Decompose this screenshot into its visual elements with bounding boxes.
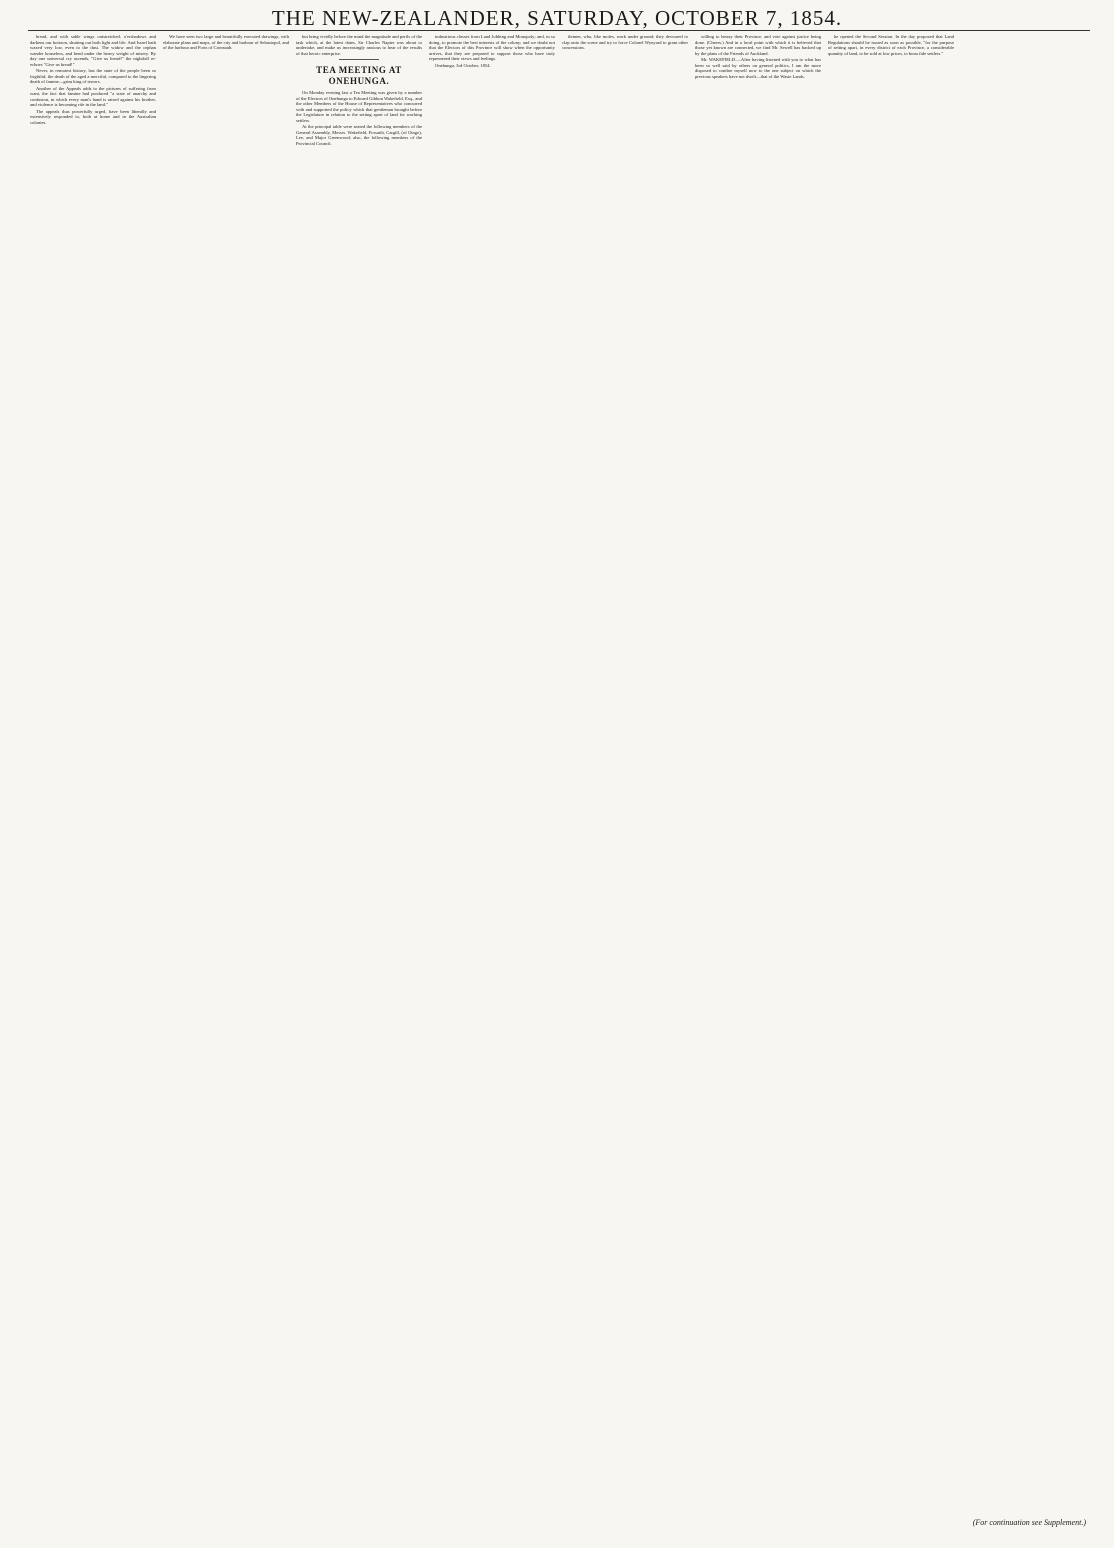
paragraph: We have seen two large and beautifully executed drawings, with elaborate plans and maps, of the city and harbour of Sebastopol, and of the harbour and Forts of Cronstadt. [163,34,289,50]
paragraph: Another of the Appeals adds to the pictures of suffering from want, the fact that famine had produced "a state of anarchy and confusion, in which every man's hand is raised against his brother, and violence is becoming rife in the land." [30,85,156,107]
paragraph: At the principal table were seated the following members of the General Assembly, Messrs. Wakefield, Forsaith, Cargill, (of Otago), Lee, and Major Greenwood; also, the following members of the Provincial Council. [296,124,422,146]
paragraph: bread, and with sable wings outstretched, o'ershadows and darkens our horizon, shutting out both light and life. And Israel hath waxed very low, even to the dust. The widow and the orphan wander houseless, and bend under the heavy weight of misery. By day one universal cry ascends, "Give us bread!" the nightfall re-echoes "Give us bread!" [30,34,156,67]
paragraph: Never, in remotest history, has the state of the people been so frightful; the death of the aged a merciful, compared to the lingering death of famine—grim king of terrors. [30,68,156,84]
column-5 [562,34,688,1514]
paragraph: Mr. WAKEFIELD.—After having listened with you to what has been so well said by others on general politics, I am the more disposed to confine myself now to the one subject on which the previous speakers have not dwelt—that of the Waste Lands. [695,57,821,79]
article-columns [30,34,1090,1514]
column-2 [163,34,289,1514]
paragraph: The appeals thus powerfully urged, have been liberally and extensively responded to, both at home and in the Australian colonies. [30,108,156,125]
column-6 [695,34,821,1514]
paragraph: industrious classes from Land Jobbing and Monopoly; and, in so doing, to promote the best interests of the colony; and we doubt not that the Electors of this Province will show when the opportunity arrives, that they are prepared to support those who have truly represented their views and feelings. [429,34,555,61]
page-title: THE NEW-ZEALANDER, SATURDAY, OCTOBER 7, 1854. [271,6,843,30]
column-1 [30,34,156,1514]
continuation-note: (For continuation see Supplement.) [972,1518,1086,1527]
column-8 [961,34,1087,1514]
paragraph: he opened the Second Session. In the day proposed that Land Regulations should be issued as soon as possible, "for the purpose of setting apart, in every district of each Province, a considerable quantity of land, to be sold at low prices, to bona fide settlers." [828,34,954,56]
paragraph: On Monday evening last a Tea Meeting was given by a number of the Electors of Onehunga to Edward Gibbon Wakefield, Esq., and the other Members of the House of Representatives who concurred with and supported the policy which that gentleman brought before the Legislature in relation to the setting apart of land for working settlers. [296,90,422,123]
masthead-rule [28,30,1090,31]
column-7 [828,34,954,1514]
paragraph: willing to betray their Province, and vote against justice being done. (Cheers.) And in a local point with which it is believed that those yet known are connected, we find Mr. Sewell has backed up by the plans of the Friends of Auckland. [695,34,821,56]
dateline: Onehunga, 3rd October, 1854. [435,62,491,68]
paragraph: but bring vividly before the mind the magnitude and perils of the task which, at the latest dates, Sir Charles Napier was about to undertake, and make us increasingly anxious to hear of the results of that heroic enterprise. [296,34,422,56]
paragraph: tlemen, who, like moles, work under ground; they devoured to clap onto the scene and try to force Colonel Wynyard to grant other concessions. [562,34,688,50]
masthead [0,0,1114,30]
section-heading: TEA MEETING AT ONEHUNGA. [316,65,402,86]
column-3 [296,34,422,1514]
column-4 [429,34,555,1514]
divider [339,59,379,60]
